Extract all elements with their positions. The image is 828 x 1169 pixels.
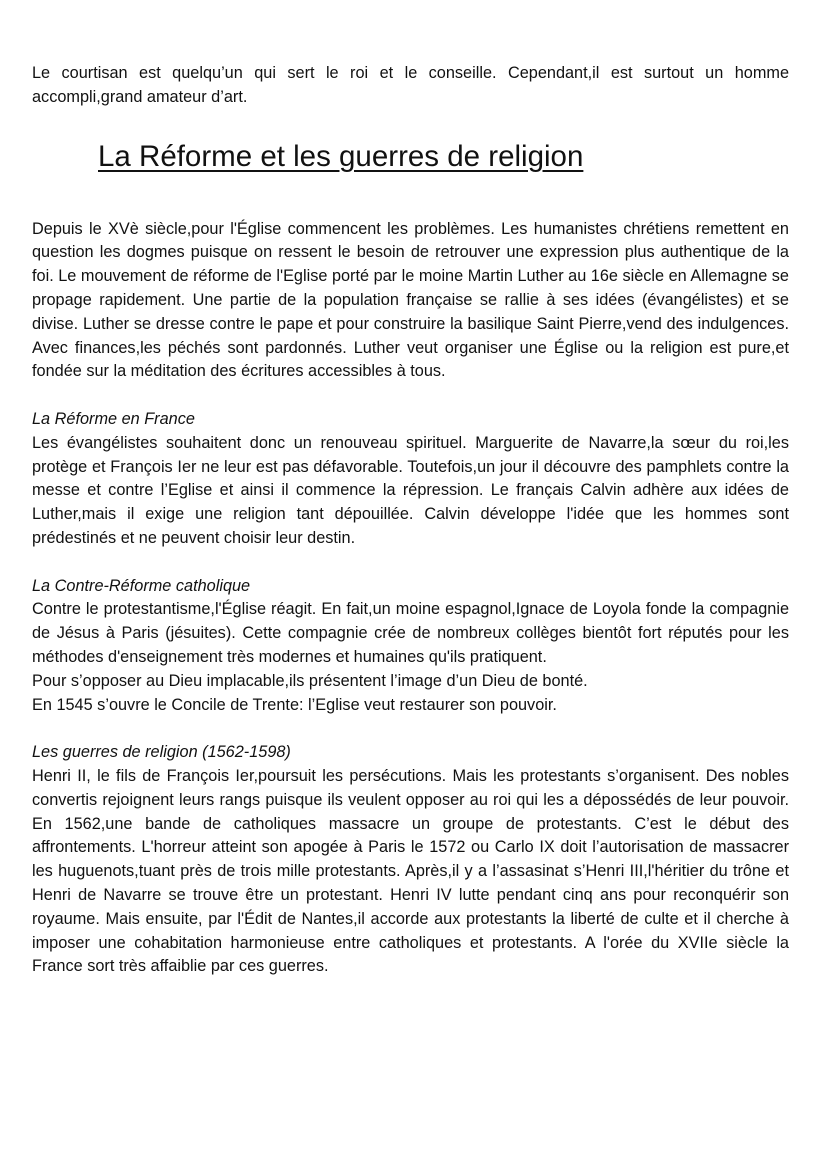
section-heading: Les guerres de religion (1562-1598) — [32, 743, 291, 762]
section-heading: La Réforme en France — [32, 409, 195, 428]
section-paragraph: Contre le protestantisme,l'Église réagit. En fait,un moine espagnol,Ignace de Loyola fonde la compagnie de Jésus à Paris (jésuites). Cette compagnie crée de nombreux collèges bientôt fort réputés pour les méthodes d'enseignement très modernes et humaines qu'ils pratiquent. — [32, 600, 789, 666]
main-paragraph: Depuis le XVè siècle,pour l'Église commencent les problèmes. Les humanistes chrétiens remettent en question les dogmes puisque on ressent le besoin de retrouver une expression plus authentique de la foi. Le mouvement de réforme de l'Eglise porté par le moine Martin Luther au 16e siècle en Allemagne se propage rapidement. Une partie de la population française se rallie à ses idées (évangélistes) et se divise. Luther se dresse contre le pape et pour construire la basilique Saint Pierre,vend des indulgences. Avec finances,les péchés sont pardonnés. Luther veut organiser une Église ou la religion est pure,et fondée sur la méditation des écritures accessibles à tous. — [32, 219, 789, 381]
title-block — [98, 138, 789, 176]
section-reforme-en-france — [32, 408, 789, 551]
section-paragraph: Henri II, le fils de François Ier,poursuit les persécutions. Mais les protestants s’organisent. Des nobles convertis rejoignent leurs rangs puisque ils veulent opposer au roi qui les a dépossédés de leur pouvoir. En 1562,une bande de catholiques massacre un groupe de protestants. C’est le début des affrontements. L'horreur atteint son apogée à Paris le 1572 ou Carlo IX doit l’autorisation de massacrer les huguenots,tuant près de trois mille protestants. Après,il y a l’assasinat s’Henri III,l'héritier du trône et Henri de Navarre se trouve être un protestant. Henri IV lutte pendant cinq ans pour reconquérir son royaume. Mais ensuite, par l'Édit de Nantes,il accorde aux protestants la liberté de culte et il cherche à imposer une cohabitation harmonieuse entre catholiques et protestants. A l'orée du XVIIe siècle la France sort très affaiblie par ces guerres. — [32, 766, 789, 976]
section-guerres-de-religion — [32, 741, 789, 979]
document-page — [32, 62, 789, 979]
section-heading: La Contre-Réforme catholique — [32, 576, 251, 595]
section-paragraph: En 1545 s’ouvre le Concile de Trente: l’Eglise veut restaurer son pouvoir. — [32, 695, 557, 714]
section-paragraph: Pour s’opposer au Dieu implacable,ils présentent l’image d’un Dieu de bonté. — [32, 671, 588, 690]
intro-paragraph: Le courtisan est quelqu’un qui sert le roi et le conseille. Cependant,il est surtout un homme accompli,grand amateur d’art. — [32, 64, 789, 106]
page-title: La Réforme et les guerres de religion — [98, 139, 584, 173]
section-contre-reforme — [32, 575, 789, 718]
section-paragraph: Les évangélistes souhaitent donc un renouveau spirituel. Marguerite de Navarre,la sœur du roi,les protège et François Ier ne leur est pas défavorable. Toutefois,un jour il découvre des pamphlets contre la messe et contre l’Eglise et ainsi il commence la répression. Le français Calvin adhère aux idées de Luther,mais il exige une religion tant dépouillée. Calvin développe l'idée que les hommes sont prédestinés et ne peuvent choisir leur destin. — [32, 433, 789, 547]
